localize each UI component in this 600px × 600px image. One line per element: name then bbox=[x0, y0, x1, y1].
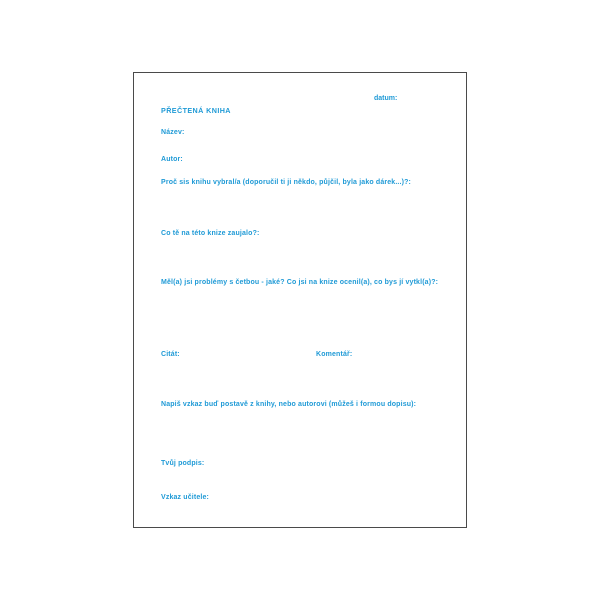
worksheet-page bbox=[133, 72, 467, 528]
field-label-proc-sis-knihu-vybral: Proč sis knihu vybral/a (doporučil ti ji někdo, půjčil, byla jako dárek...)?: bbox=[161, 179, 411, 186]
field-label-citat: Citát: bbox=[161, 351, 180, 358]
date-label: datum: bbox=[374, 95, 398, 102]
field-label-napis-vzkaz: Napiš vzkaz buď postavě z knihy, nebo autorovi (můžeš i formou dopisu): bbox=[161, 401, 417, 408]
field-label-problemy-s-cetbou: Měl(a) jsi problémy s četbou - jaké? Co jsi na knize ocenil(a), co bys jí vytkl(a)?: bbox=[161, 279, 439, 286]
page-title: PŘEČTENÁ KNIHA bbox=[161, 106, 231, 115]
field-label-vzkaz-ucitele: Vzkaz učitele: bbox=[161, 494, 210, 501]
field-label-nazev: Název: bbox=[161, 129, 185, 136]
field-label-autor: Autor: bbox=[161, 156, 183, 163]
field-label-tvuj-podpis: Tvůj podpis: bbox=[161, 460, 205, 467]
field-label-komentar: Komentář: bbox=[316, 351, 353, 358]
field-label-co-te-zaujalo: Co tě na této knize zaujalo?: bbox=[161, 230, 260, 237]
